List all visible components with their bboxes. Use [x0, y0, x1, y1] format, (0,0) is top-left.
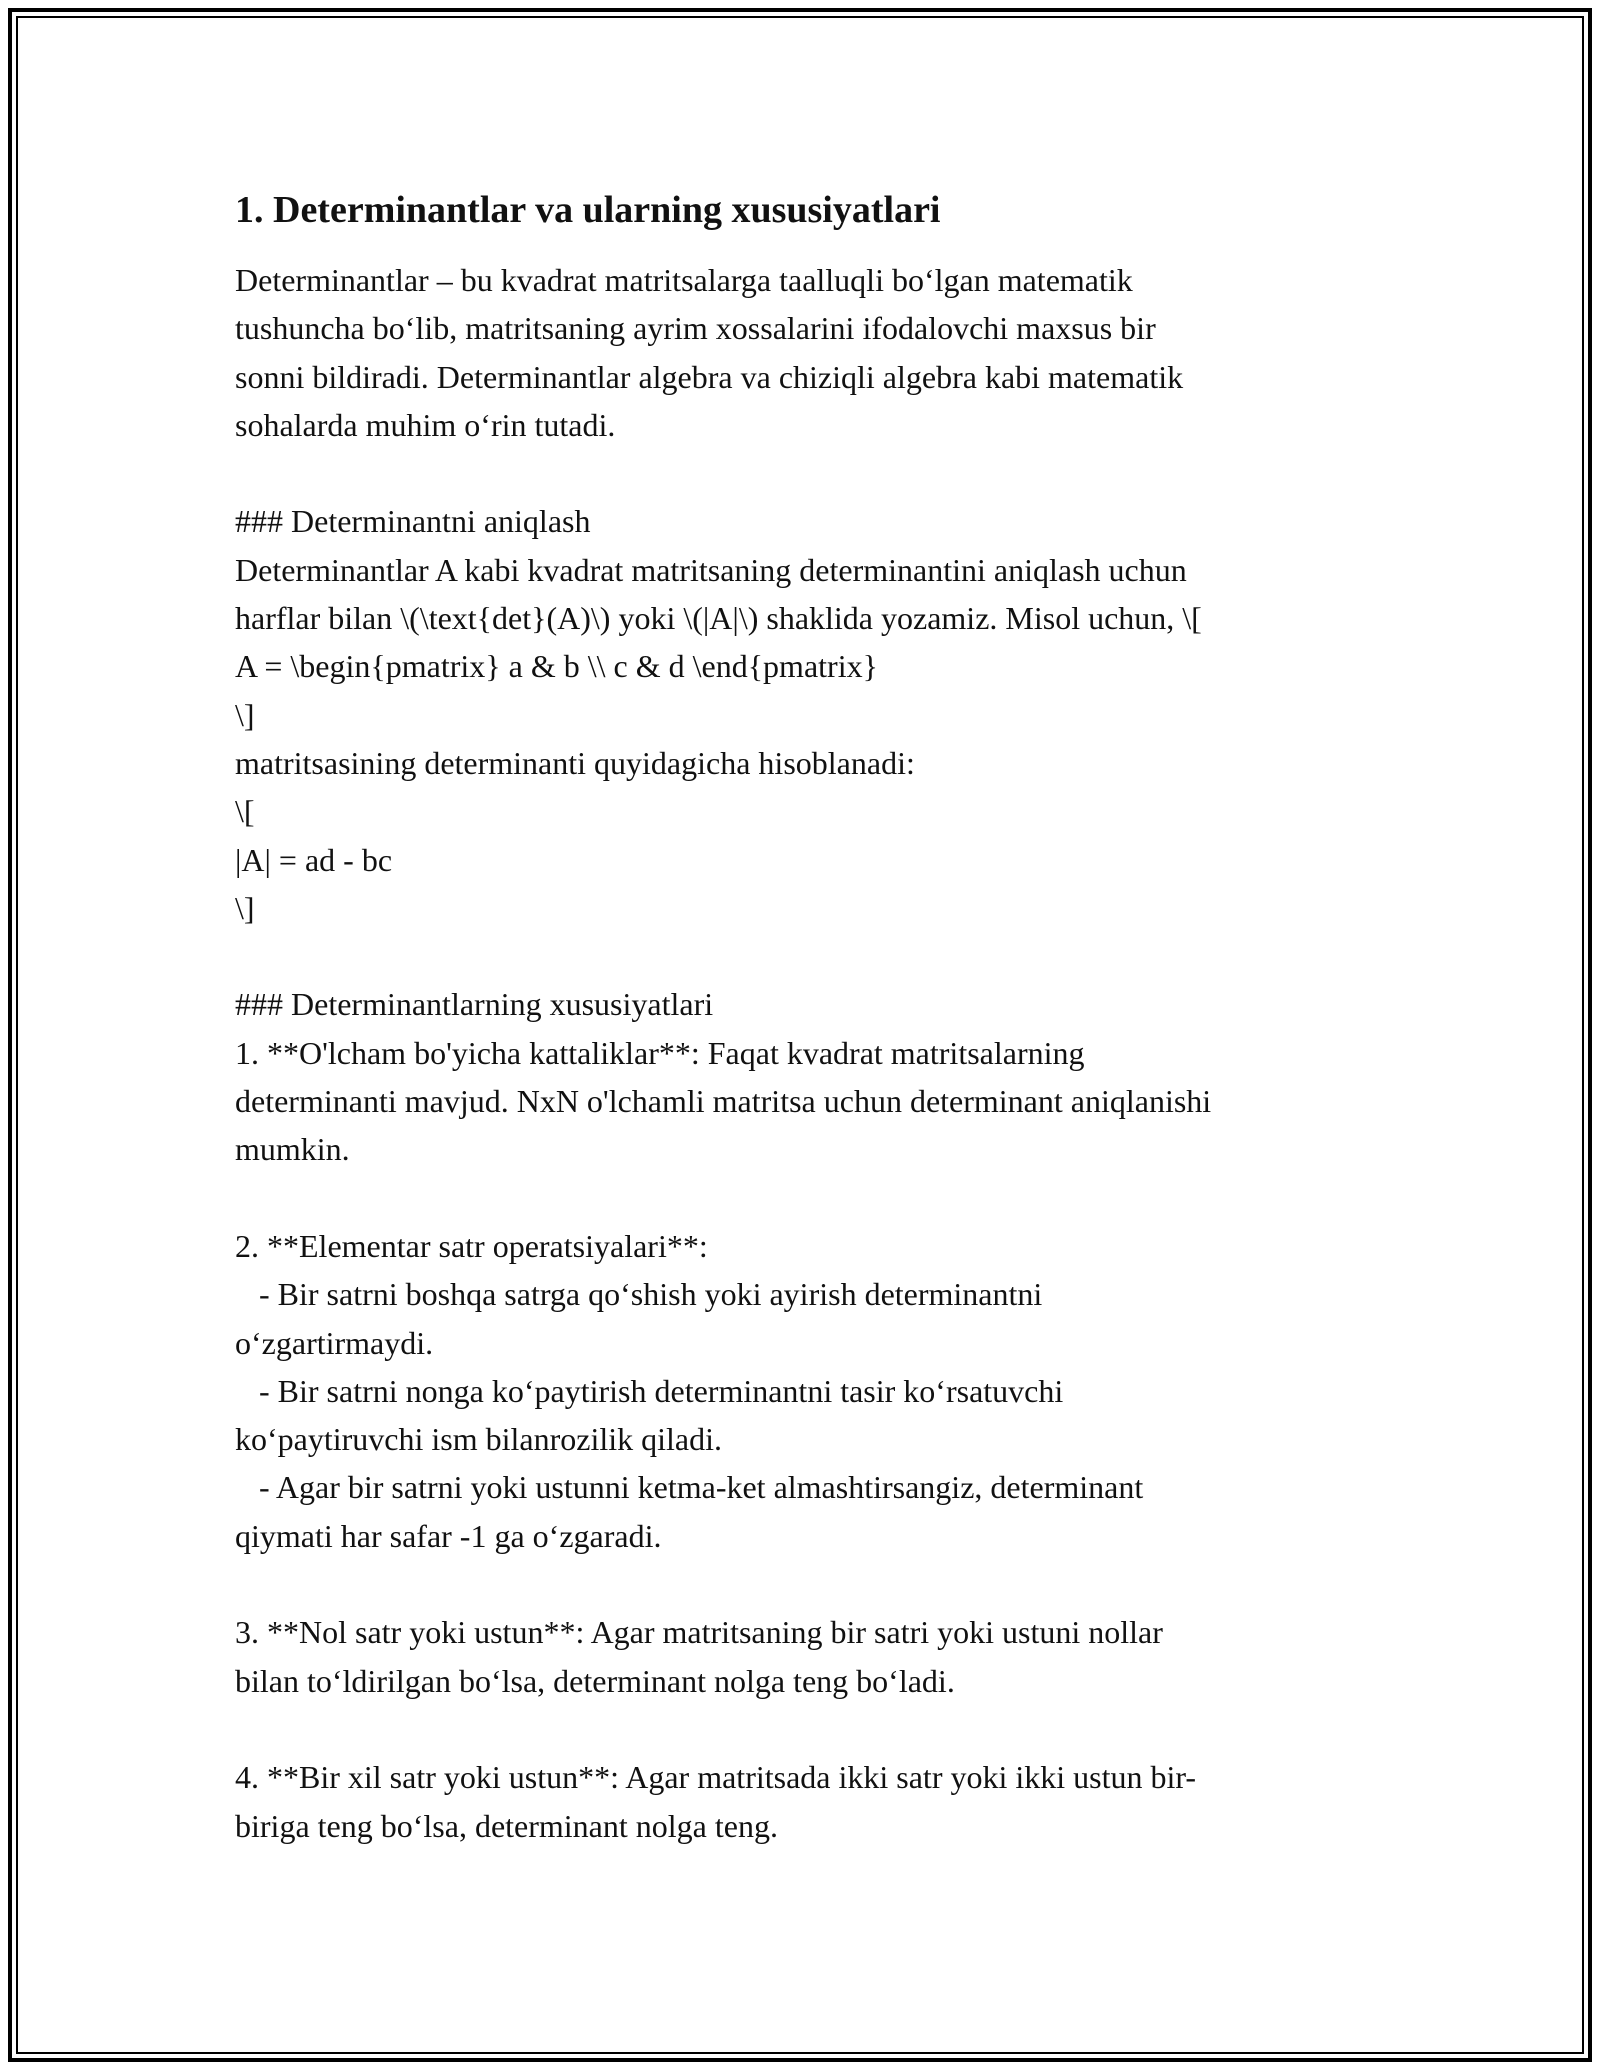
paragraph-gap	[235, 1174, 1375, 1222]
section-determinant-definition	[235, 497, 1375, 932]
list-item-3	[235, 1608, 1375, 1705]
section-line: matritsasining determinanti quyidagicha hisoblanadi:	[235, 744, 915, 781]
section-line: harflar bilan \(\text{det}(A)\) yoki \(|A|\) shaklida yozamiz. Misol uchun, \[	[235, 600, 1202, 637]
section-line: \]	[235, 889, 255, 926]
list-item-line: - Bir satrni boshqa satrga qo‘shish yoki ayirish determinantni	[235, 1276, 1043, 1313]
list-item-line: o‘zgartirmaydi.	[235, 1324, 434, 1361]
section-heading: ### Determinantlarning xususiyatlari	[235, 986, 714, 1023]
section-line: |A| = ad - bc	[235, 841, 393, 878]
paragraph-gap	[235, 449, 1375, 497]
list-item-4	[235, 1753, 1375, 1850]
list-item-line: - Agar bir satrni yoki ustunni ketma-ket almashtirsangiz, determinant	[235, 1469, 1144, 1506]
intro-paragraph	[235, 256, 1375, 449]
intro-line: sohalarda muhim o‘rin tutadi.	[235, 406, 616, 443]
list-item-line: biriga teng bo‘lsa, determinant nolga teng.	[235, 1807, 778, 1844]
list-item-line: - Bir satrni nonga ko‘paytirish determinantni tasir ko‘rsatuvchi	[235, 1372, 1064, 1409]
list-item-line: 2. **Elementar satr operatsiyalari**:	[235, 1227, 708, 1264]
paragraph-gap	[235, 932, 1375, 980]
list-item-line: determinanti mavjud. NxN o'lchamli matritsa uchun determinant aniqlanishi	[235, 1083, 1212, 1120]
list-item-line: mumkin.	[235, 1131, 350, 1168]
list-item-line: 4. **Bir xil satr yoki ustun**: Agar matritsada ikki satr yoki ikki ustun bir-	[235, 1759, 1197, 1796]
list-item-line: qiymati har safar -1 ga o‘zgaradi.	[235, 1517, 662, 1554]
list-item-line: 3. **Nol satr yoki ustun**: Agar matritsaning bir satri yoki ustuni nollar	[235, 1614, 1163, 1651]
paragraph-gap	[235, 1705, 1375, 1753]
list-item-2	[235, 1222, 1375, 1560]
list-item-line: bilan to‘ldirilgan bo‘lsa, determinant nolga teng bo‘ladi.	[235, 1662, 955, 1699]
section-line: \]	[235, 696, 255, 733]
intro-line: Determinantlar – bu kvadrat matritsalarga taalluqli bo‘lgan matematik	[235, 262, 1133, 298]
intro-line: sonni bildiradi. Determinantlar algebra va chiziqli algebra kabi matematik	[235, 358, 1184, 395]
section-line: \[	[235, 793, 255, 830]
document-body	[235, 186, 1375, 1850]
paragraph-gap	[235, 1560, 1375, 1608]
list-item-line: 1. **O'lcham bo'yicha kattaliklar**: Faqat kvadrat matritsalarning	[235, 1034, 1085, 1071]
intro-line: tushuncha bo‘lib, matritsaning ayrim xossalarini ifodalovchi maxsus bir	[235, 310, 1156, 347]
section-determinant-properties	[235, 980, 1375, 1173]
section-heading: ### Determinantni aniqlash	[235, 503, 591, 540]
list-item-line: ko‘paytiruvchi ism bilanrozilik qiladi.	[235, 1421, 723, 1458]
section-line: Determinantlar A kabi kvadrat matritsaning determinantini aniqlash uchun	[235, 551, 1187, 588]
section-line: A = \begin{pmatrix} a & b \\ c & d \end{pmatrix}	[235, 648, 878, 685]
document-title: 1. Determinantlar va ularning xususiyatlari	[235, 189, 941, 231]
